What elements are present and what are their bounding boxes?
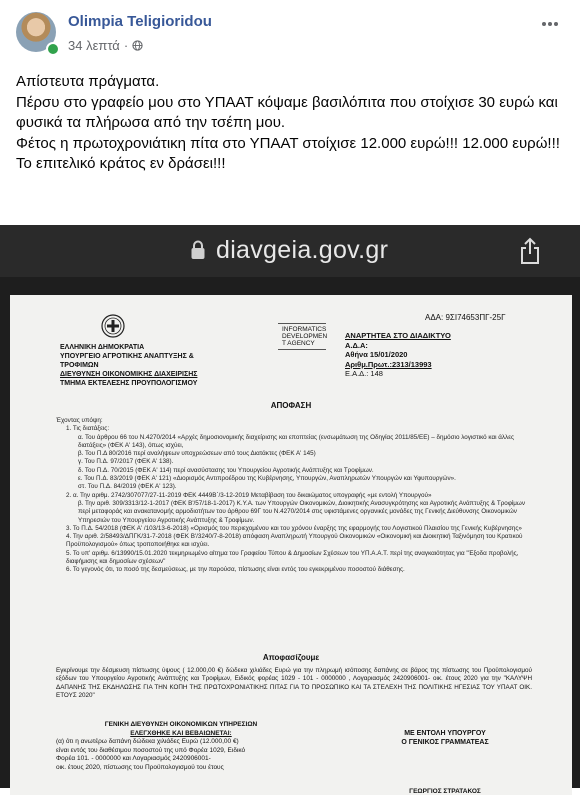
- url-text: diavgeia.gov.gr: [216, 236, 389, 264]
- online-status-indicator: [46, 42, 60, 56]
- info-line: DEVELOPMEN: [282, 333, 328, 340]
- globe-icon[interactable]: [132, 40, 143, 51]
- signature-block: [350, 729, 540, 796]
- issuer-header: [60, 343, 290, 388]
- browser-url-bar: [0, 225, 580, 277]
- reference-line: Α.Δ.Α:: [345, 340, 368, 350]
- post-meta: [68, 38, 143, 53]
- reference-line: ΑΝΑΡΤΗΤΕΑ ΣΤΟ ΔΙΑΔΙΚΤΥΟ: [345, 331, 451, 340]
- body-line: 3. Το Π.Δ. 54/2018 (ΦΕΚ Α' /103/13-6-2018) «Ορισμός του περιεχομένου και του χρόνου έναρξης της εφαρμογής του Λογιστικού Πλαισίου της Γενικής Κυβέρνησης»: [66, 524, 522, 532]
- body-line: γ. Του Π.Δ. 97/2017 (ΦΕΚ Α' 138).: [78, 458, 174, 466]
- issuer-line: ΤΜΗΜΑ ΕΚΤΕΛΕΣΗΣ ΠΡΟΥΠΟΛΟΓΙΣΜΟΥ: [60, 380, 198, 387]
- post-time[interactable]: 34 λεπτά: [68, 38, 120, 53]
- lock-icon: [190, 240, 206, 260]
- info-line: INFORMATICS: [282, 326, 327, 333]
- informatics-agency-label: [278, 323, 326, 350]
- decision-document: [10, 295, 572, 795]
- author-name[interactable]: Olimpia Teligioridou: [68, 13, 212, 30]
- document-title: ΑΠΟΦΑΣΗ: [270, 401, 312, 410]
- reference-line: Ε.Α.Δ.: 148: [345, 369, 383, 378]
- info-line: T AGENCY: [282, 340, 315, 347]
- post-paragraph: Φέτος η πρωτοχρονιάτικη πίτα στο ΥΠΑΑΤ στοίχισε 12.000 ευρώ!!! 12.000 ευρώ!!!: [16, 134, 560, 152]
- body-line: α. Του άρθρου 66 του Ν.4270/2014 «Αρχές δημοσιονομικής διαχείρισης και εποπτείας (ενσωμάτωση της Οδηγίας 2011/85/ΕΕ) – δημόσιο λογιστικό και άλλες διατάξεις» (ΦΕΚ Α' 143), όπως ισχύει,: [78, 433, 515, 449]
- issuer-line: ΔΙΕΥΘΥΝΣΗ ΟΙΚΟΝΟΜΙΚΗΣ ΔΙΑΧΕΙΡΙΣΗΣ: [60, 371, 198, 378]
- verification-line: Φορέα 101. - 0000000 και Λογαριασμός 2420906001-: [56, 755, 211, 763]
- verification-heading: ΕΛΕΓΧΘΗΚΕ ΚΑΙ ΒΕΒΑΙΩΝΕΤΑΙ:: [130, 729, 232, 737]
- ada-code: ΑΔΑ: 9ΣΙ74653ΠΓ-25Γ: [425, 313, 506, 322]
- body-line: ε. Του Π.Δ. 83/2019 (ΦΕΚ Α' 121) «Διορισμός Αντιπροέδρου της Κυβέρνησης, Υπουργών, Αναπληρωτών Υπουργών και Υφυπουργών».: [78, 475, 456, 483]
- body-line: 1. Τις διατάξεις:: [66, 425, 110, 433]
- share-icon: [518, 237, 542, 265]
- verification-line: (α) ότι η ανωτέρω δαπάνη δώδεκα χιλιάδες Ευρώ (12.000,00 €): [56, 738, 239, 746]
- signature-line: Ο ΓΕΝΙΚΟΣ ΓΡΑΜΜΑΤΕΑΣ: [401, 739, 489, 746]
- body-line: δ. Του Π.Δ. 70/2015 (ΦΕΚ Α' 114) περί ανασύστασης του Υπουργείου Αγροτικής Ανάπτυξης και Τροφίμων.: [78, 466, 374, 474]
- post-paragraph: Πέρσυ στο γραφείο μου στο ΥΠΑΑΤ κόψαμε βασιλόπιτα που στοίχισε 30 ευρώ και φυσικά τα πλήρωσα από την τσέπη μου.: [16, 93, 558, 131]
- post-header: [0, 0, 580, 64]
- document-body: [56, 417, 536, 575]
- decision-text: Εγκρίνουμε την δέσμευση πίστωσης ύψους ( 12.000,00 €) δώδεκα χιλιάδες Ευρώ για την πληρωμή ισόποσης δαπάνης σε βάρος της πίστωσης του Προϋπολογισμού εξόδων του Υπουργείου Αγροτικής Ανάπτυξης και Τροφίμων, Ειδικός φορέας 1029 - 101 - 0000000 , Λογαριασμός 2420906001- οικ. έτους 2020 για την "ΚΑΛΥΨΗ ΔΑΠΑΝΗΣ ΤΗΣ ΕΚΔΗΛΩΣΗΣ ΓΙΑ ΤΗΝ ΚΟΠΗ ΤΗΣ ΠΡΩΤΟΧΡΟΝΙΑΤΙΚΗΣ ΠΙΤΑΣ ΓΙΑ ΤΟ ΠΡΟΣΩΠΙΚΟ ΚΑΙ ΤΑ ΣΤΕΛΕΧΗ ΤΗΣ ΠΟΛΙΤΙΚΗΣ ΗΓΕΣΙΑΣ ΤΟΥ ΥΠΑΑΤ ΟΙΚ. ΕΤΟΥΣ 2020": [56, 667, 532, 699]
- signer-name: ΓΕΩΡΓΙΟΣ ΣΤΡΑΤΑΚΟΣ: [409, 788, 481, 795]
- body-line: Έχοντας υπόψη:: [56, 417, 103, 424]
- verification-line: οικ. έτους 2020, πίστωσης του Προϋπολογισμού του έτους: [56, 763, 224, 771]
- verification-line: είναι εντός του διαθέσιμου ποσοστού της υπό Φορέα 1029, Ειδικό: [56, 746, 246, 754]
- signature-line: ΜΕ ΕΝΤΟΛΗ ΥΠΟΥΡΓΟΥ: [404, 730, 486, 737]
- issuer-line: ΤΡΟΦΙΜΩΝ: [60, 362, 99, 369]
- greek-emblem-icon: [100, 313, 126, 339]
- body-line: 4. Την αριθ. 2/58493/ΔΠΓΚ/31-7-2018 (ΦΕΚ Β'/3240/7-8-2018) απόφαση Αναπληρωτή Υπουργού Οικονομικών «Οικονομική και Διοικητική Ταξινόμηση του Κρατικού Προϋπολογισμού» όπως τροποποιήθηκε και ισχύει.: [66, 533, 523, 549]
- verification-block: [56, 721, 306, 773]
- decision-heading: Αποφασίζουμε: [262, 653, 320, 662]
- body-line: β. Του Π.Δ 80/2016 περί αναλήψεων υποχρεώσεων από τους Διατάκτες (ΦΕΚ Α' 145): [78, 450, 316, 458]
- attached-screenshot[interactable]: [0, 225, 580, 795]
- post-text: [16, 72, 564, 175]
- post-paragraph: Το επιτελικό κράτος εν δράσει!!!: [16, 155, 226, 172]
- body-line: στ. Του Π.Δ. 84/2019 (ΦΕΚ Α' 123).: [78, 483, 177, 491]
- body-line: β. Την αριθ. 309/3313/12-1-2017 (ΦΕΚ Β'/57/18-1-2017) Κ.Υ.Α. των Υπουργών Οικονομικών, Διοικητικής Ανασυγκρότησης και Αγροτικής Ανάπτυξης & Τροφίμων περί μεταφοράς και ανακατανομής αρμοδιοτήτων του άρθρου 69Γ του Ν.4270/2014 στις υφιστάμενες οργανικές μονάδες της Γενικής Διεύθυνσης Οικονομικών Υπηρεσιών του Υπουργείου Αγροτικής Ανάπτυξης & Τροφίμων.: [78, 499, 525, 524]
- reference-line: Αθήνα 15/01/2020: [345, 350, 408, 359]
- body-line: 6. Το γεγονός ότι, το ποσό της δεσμεύσεως, με την παρούσα, πίστωσης είναι εντός του εγκεκριμένου ποσοστού διάθεσης.: [66, 566, 405, 574]
- verification-heading: ΓΕΝΙΚΗ ΔΙΕΥΘΥΝΣΗ ΟΙΚΟΝΟΜΙΚΩΝ ΥΠΗΡΕΣΙΩΝ: [104, 721, 258, 728]
- issuer-line: ΥΠΟΥΡΓΕΙΟ ΑΓΡΟΤΙΚΗΣ ΑΝΑΠΤΥΞΗΣ &: [60, 353, 194, 360]
- post-paragraph: Απίστευτα πράγματα.: [16, 73, 160, 90]
- reference-line: Αριθμ.Πρωτ.:2313/13993: [345, 359, 432, 369]
- more-options-icon[interactable]: [536, 10, 564, 38]
- body-line: 2. α. Την αριθμ. 2742/307077/27-11-2019 ΦΕΚ 4449Β΄/3-12-2019 Μεταβίβαση του δικαιώματος υπογραφής «με εντολή Υπουργού»: [66, 491, 432, 499]
- issuer-line: ΕΛΛΗΝΙΚΗ ΔΗΜΟΚΡΑΤΙΑ: [60, 344, 145, 351]
- meta-separator: ·: [123, 38, 129, 53]
- body-line: 5. Το υπ' αριθμ. 6/13990/15.01.2020 τεκμηριωμένο αίτημα του Γραφείου Τύπου & Δημοσίων Σχέσεων του ΥΠ.Α.Α.Τ. περί της αναγκαιότητας για "Έξοδα προβολής, διαφήμισης και δημοσίων σχέσεων": [66, 549, 519, 566]
